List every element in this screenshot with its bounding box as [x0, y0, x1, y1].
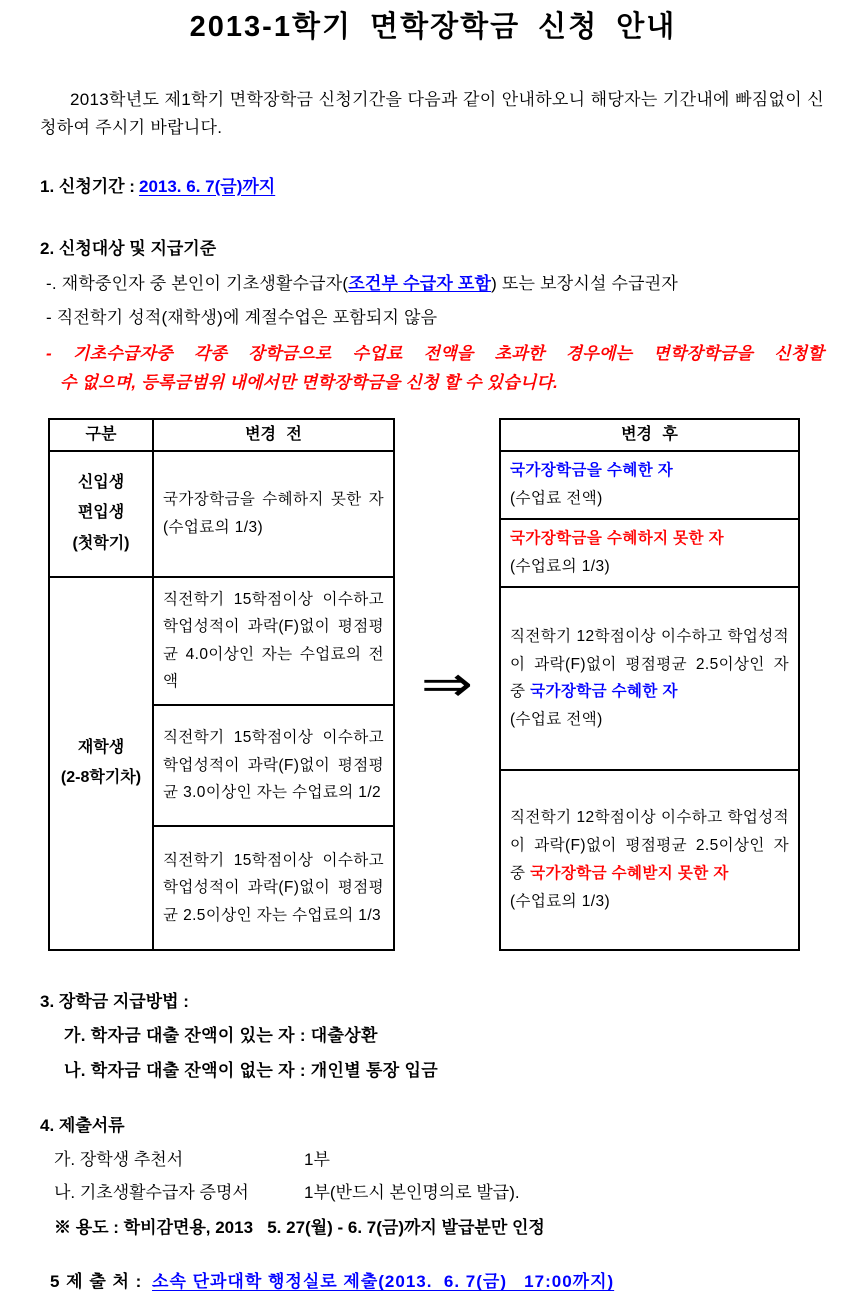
document-item-1	[54, 1147, 826, 1173]
table-row	[49, 451, 394, 577]
table-row	[500, 519, 799, 587]
after2-highlight: 국가장학금을 수혜하지 못한 자	[510, 529, 724, 547]
after1-highlight: 국가장학금을 수혜한 자	[510, 461, 674, 479]
arrow-container	[395, 418, 499, 951]
document2-qty: 1부(반드시 본인명의로 발급).	[304, 1183, 520, 1203]
eligibility-warning	[46, 341, 826, 396]
after3-pre: 직전학기 12학점이상 이수하고 학업성적이 과락(F)없이 평점평균 2.5이상인 자 중	[510, 627, 789, 701]
document2-label: 나. 기초생활수급자 증명서	[54, 1183, 249, 1203]
after4-pre: 직전학기 12학점이상 이수하고 학업성적이 과락(F)없이 평점평균 2.5이상인 자 중	[510, 809, 789, 883]
eligibility-bullet-2: - 직전학기 성적(재학생)에 계절수업은 포함되지 않음	[46, 308, 438, 328]
label-freshman-transfer: 신입생 편입생 (첫학기)	[49, 451, 153, 577]
after3-highlight: 국가장학금 수혜한 자	[530, 683, 678, 701]
document1-label: 가. 장학생 추천서	[54, 1149, 184, 1169]
cell-enrolled-criteria-1: 직전학기 15학점이상 이수하고 학업성적이 과락(F)없이 평점평균 4.0이상인 자는 수업료의 전액	[153, 577, 394, 705]
after1-sub: (수업료 전액)	[510, 489, 603, 507]
after3-sub: (수업료 전액)	[510, 711, 603, 729]
section4-heading: 4. 제출서류	[40, 1116, 125, 1136]
header-before-change: 변경 전	[153, 419, 394, 451]
label-enrolled-student: 재학생 (2-8학기차)	[49, 577, 153, 950]
section3-heading: 3. 장학금 지급방법 :	[40, 991, 189, 1011]
table-before-change	[48, 418, 395, 951]
cell-after-2	[500, 519, 799, 587]
cell-after-3	[500, 587, 799, 771]
table-row	[49, 577, 394, 705]
table-row	[500, 587, 799, 771]
payment-item-1: 가. 학자금 대출 잔액이 있는 자 : 대출상환	[64, 1026, 378, 1046]
warning-line-2: 수 없으며, 등록금범위 내에서만 면학장학금을 신청 할 수 있습니다.	[60, 373, 559, 393]
header-after-change: 변경 후	[500, 419, 799, 451]
application-deadline-link[interactable]: 2013. 6. 7(금)까지	[138, 176, 276, 196]
table-row	[49, 419, 394, 451]
after2-sub: (수업료의 1/3)	[510, 557, 611, 575]
section-submission-place	[50, 1269, 826, 1295]
payment-item-2: 나. 학자금 대출 잔액이 없는 자 : 개인별 통장 입금	[64, 1060, 438, 1080]
bullet1-pre: -. 재학중인자 중 본인이 기초생활수급자(	[46, 273, 349, 293]
cell-after-4	[500, 770, 799, 950]
table-row	[500, 451, 799, 519]
header-category: 구분	[49, 419, 153, 451]
section1-label: 1. 신청기간 :	[40, 176, 135, 196]
double-arrow-icon: ⇒	[420, 656, 474, 713]
cell-enrolled-criteria-3: 직전학기 15학점이상 이수하고 학업성적이 과락(F)없이 평점평균 2.5이상인 자는 수업료의 1/3	[153, 826, 394, 950]
cell-freshman-criteria: 국가장학금을 수혜하지 못한 자(수업료의 1/3)	[153, 451, 394, 577]
section5-label: 5 제 출 처 :	[50, 1272, 143, 1292]
table-after-change	[499, 418, 800, 951]
submission-place-link[interactable]: 소속 단과대학 행정실로 제출(2013. 6. 7(금) 17:00까지)	[152, 1272, 615, 1292]
warning-line-1: - 기초수급자중 각종 장학금으로 수업료 전액을 초과한 경우에는 면학장학금을 신청할	[46, 343, 824, 363]
table-row	[500, 770, 799, 950]
cell-enrolled-criteria-2: 직전학기 15학점이상 이수하고 학업성적이 과락(F)없이 평점평균 3.0이상인 자는 수업료의 1/2	[153, 705, 394, 826]
comparison-tables	[48, 418, 826, 951]
table-row	[500, 419, 799, 451]
section2-heading: 2. 신청대상 및 지급기준	[40, 239, 217, 259]
section-required-documents	[40, 1113, 826, 1240]
bullet1-post: ) 또는 보장시설 수급권자	[491, 273, 678, 293]
eligibility-bullet-1	[46, 271, 826, 297]
section-payment-method	[40, 989, 826, 1084]
page-title: 2013-1학기 면학장학금 신청 안내	[189, 11, 677, 43]
cell-after-1	[500, 451, 799, 519]
after4-sub: (수업료의 1/3)	[510, 892, 611, 910]
after4-highlight: 국가장학금 수혜받지 못한 자	[530, 865, 729, 883]
bullet1-highlight: 조건부 수급자 포함	[348, 273, 492, 293]
usage-note: ※ 용도 : 학비감면용, 2013 5. 27(월) - 6. 7(금)까지 발급분만 인정	[54, 1217, 545, 1237]
intro-paragraph: 2013학년도 제1학기 면학장학금 신청기간을 다음과 같이 안내하오니 해당자는 기간내에 빠짐없이 신청하여 주시기 바랍니다.	[40, 89, 824, 137]
section-application-period	[40, 174, 826, 200]
document1-qty: 1부	[304, 1149, 330, 1169]
document-item-2	[54, 1180, 826, 1206]
